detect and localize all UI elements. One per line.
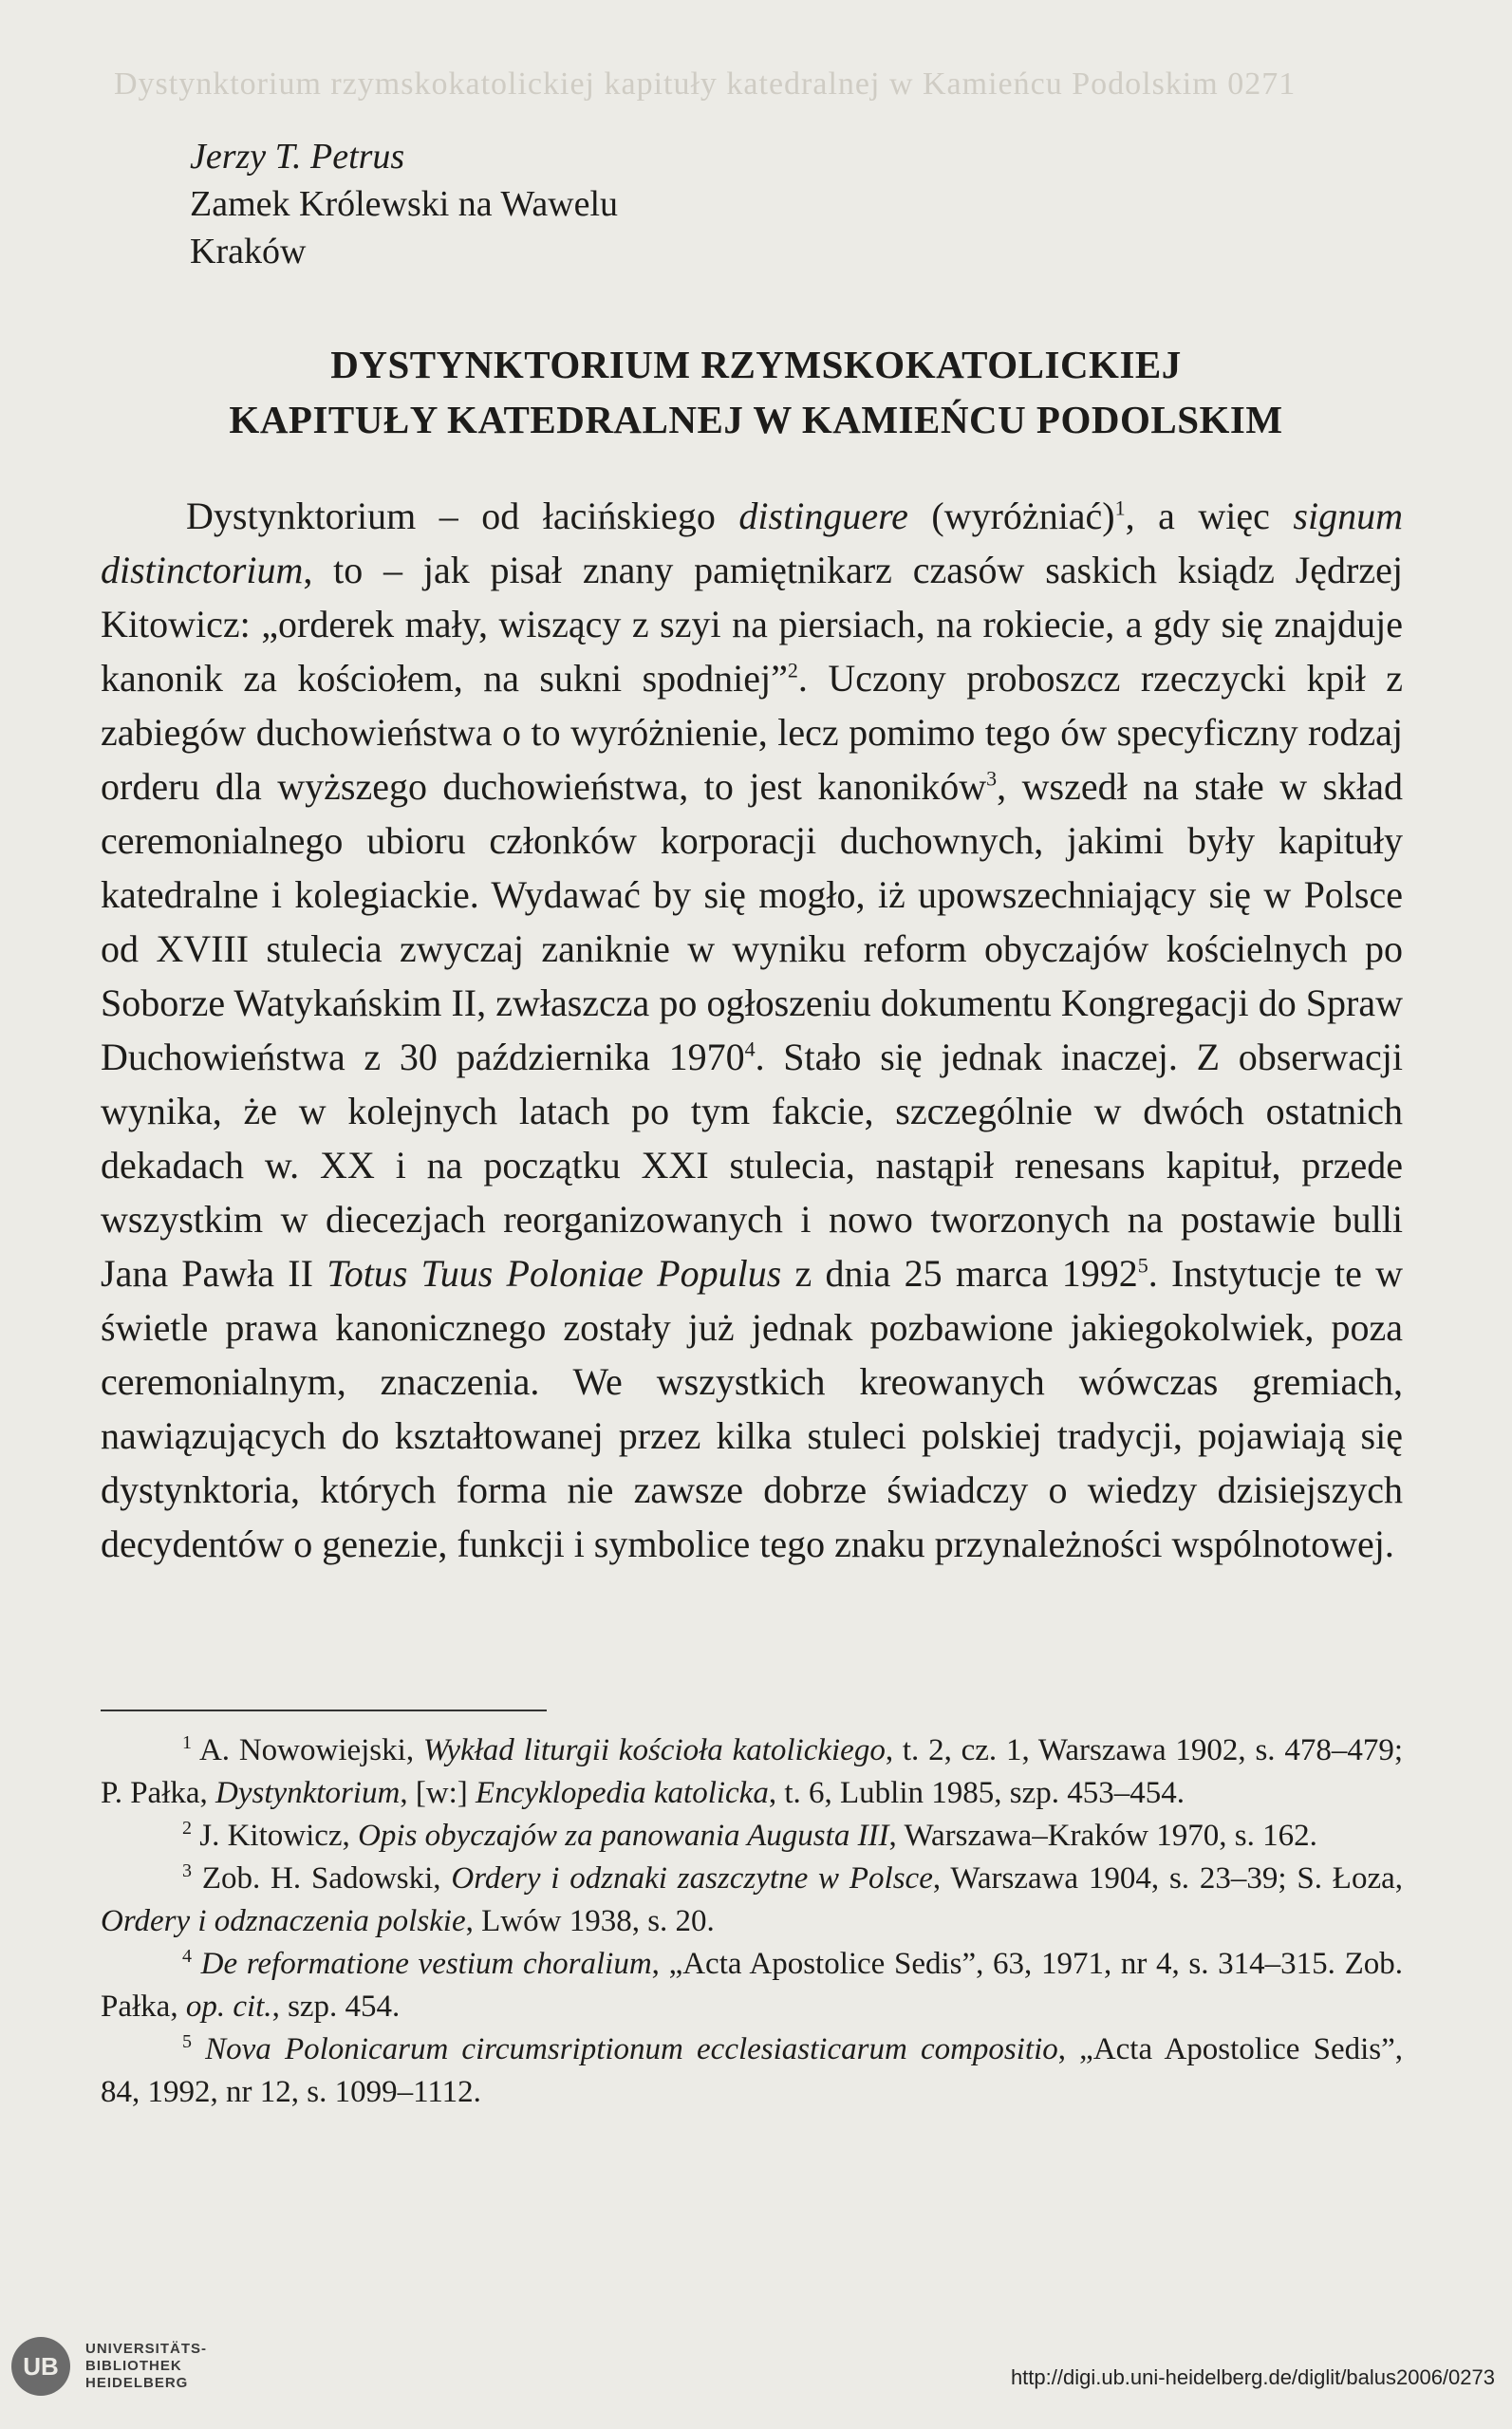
library-logo[interactable] [11,2337,207,2396]
footnote-number: 4 [182,1946,192,1967]
main-text [101,489,1403,1571]
footnote-divider [101,1710,547,1711]
book-title: Ordery i odznaczenia polskie [101,1904,466,1938]
footnote-3 [101,1858,1403,1943]
text-run: . Instytucje te w świetle prawa kanonicznego zostały już jednak pozbawione jakiegokolwiek, poza ceremonialnym, znaczenia. We wszystkich kreowanych wówczas gremiach, nawiązujących do kształtowanej przez kilka stuleci polskiej tradycji, pojawiają się dystynktoria, których forma nie zawsze dobrze świadczy o wiedzy dzisiejszych decydentów o genezie, funkcji i symbolice tego znaku przynależności wspólnotowej. [101,1252,1403,1565]
text-run: , t. 6, Lublin 1985, szp. 453–454. [768,1776,1185,1810]
book-title: De reformatione vestium choralium [192,1947,652,1981]
logo-line: UNIVERSITÄTS- [85,2341,208,2357]
text-run: A. Nowowiejski, [192,1733,423,1767]
text-run: (wyróżniać) [907,495,1115,537]
footnote-ref[interactable]: 1 [1114,495,1126,520]
author-affiliation: Zamek Królewski na Wawelu [190,184,619,224]
source-url-link[interactable]: http://digi.ub.uni-heidelberg.de/diglit/balus2006/0273 [1010,2365,1495,2389]
title-line-1: DYSTYNKTORIUM RZYMSKOKATOLICKIEJ [330,343,1182,386]
book-title: Dystynktorium [215,1776,401,1810]
footnote-4 [101,1943,1403,2028]
footnote-number: 5 [182,2031,192,2052]
footnote-1 [101,1729,1403,1815]
footnote-5 [101,2028,1403,2114]
text-run: , „Acta Apostolice Sedis”, 63, 1971, nr 4, s. 314–315. Zob. Pałka, [101,1947,1403,2024]
book-title: Ordery i odznaki zaszczytne w Polsce [451,1861,933,1896]
footnote-ref[interactable]: 2 [787,658,798,682]
footnote-number: 2 [182,1818,192,1839]
text-run: , „Acta Apostolice Sedis”, 84, 1992, nr 12, s. 1099–1112. [101,2032,1403,2109]
library-seal-icon: UB [11,2337,70,2396]
footnote-ref[interactable]: 5 [1137,1253,1148,1278]
text-run: , Warszawa–Kraków 1970, s. 162. [888,1819,1317,1853]
text-run: , szp. 454. [271,1990,401,2024]
bleed-through-header: Dystynktorium rzymskokatolickiej kapituły katedralnej w Kamieńcu Podolskim 0271 [114,66,1297,102]
footnote-number: 3 [182,1860,192,1881]
title-line-2: KAPITUŁY KATEDRALNEJ W KAMIEŃCU PODOLSKIM [229,398,1283,441]
text-run: , t. 2, cz. 1, Warszawa 1902, s. 478–479; P. Pałka, [101,1733,1404,1810]
footnote-ref[interactable]: 3 [986,766,998,791]
footnote-ref[interactable]: 4 [744,1037,756,1061]
text-run: Dystynktorium – od łacińskiego [186,495,739,537]
text-run: z dnia 25 marca 1992 [781,1252,1138,1295]
footnote-2 [101,1815,1403,1858]
text-run: , to – jak pisał znany pamiętnikarz czasów saskich ksiądz Jędrzej Kitowicz: „orderek mały, wiszący z szyi na piersiach, na rokiecie, a gdy się znajduje kanonik za kościołem, na sukni spodniej” [101,549,1403,700]
footnote-number: 1 [182,1732,192,1753]
text-run: , a więc [1125,495,1294,537]
library-logo-text [85,2341,207,2392]
author-city: Kraków [190,232,307,271]
logo-line: HEIDELBERG [85,2375,189,2391]
paragraph [101,489,1403,1571]
book-title: Opis obyczajów za panowania Augusta III [358,1819,889,1853]
book-title: Nova Polonicarum circumsriptionum ecclesiasticarum compositio [192,2032,1058,2066]
text-run: . Uczony proboszcz rzeczycki kpił z zabiegów duchowieństwa o to wyróżnienie, lecz pomimo tego ów specyficzny rodzaj orderu dla wyższego duchowieństwa, to jest kanoników [101,657,1403,808]
logo-line: BIBLIOTHEK [85,2358,182,2374]
book-title: Encyklopedia katolicka [476,1776,769,1810]
footnotes [101,1729,1403,2114]
text-run: , [w:] [400,1776,476,1810]
text-run: Zob. H. Sadowski, [192,1861,452,1896]
text-run: , Lwów 1938, s. 20. [465,1904,715,1938]
text-run: , wszedł na stałe w skład ceremonialnego ubioru członków korporacji duchownych, jakimi były kapituły katedralne i kolegiackie. Wydawać by się mogło, iż upowszechniający się w Polsce od XVIII stulecia zwyczaj zaniknie w wyniku reform obyczajów kościelnych po Soborze Watykańskim II, zwłaszcza po ogłoszeniu dokumentu Kongregacji do Spraw Duchowieństwa z 30 października 1970 [101,765,1403,1078]
article-title [95,337,1417,447]
author-block [190,133,618,275]
abbreviation: op. cit. [185,1990,272,2024]
text-run: J. Kitowicz, [192,1819,359,1853]
bull-title: Totus Tuus Poloniae Populus [327,1252,782,1295]
book-title: Wykład liturgii kościoła katolickiego [422,1733,886,1767]
latin-term: distinguere [738,495,908,537]
latin-term: signum distinctorium [101,495,1403,591]
author-name: Jerzy T. Petrus [190,137,405,177]
text-run: . Stało się jednak inaczej. Z obserwacji wynika, że w kolejnych latach po tym fakcie, szczególnie w dwóch ostatnich dekadach w. XX i na początku XXI stulecia, nastąpił renesans kapituł, przede wszystkim w diecezjach reorganizowanych i nowo tworzonych na postawie bulli Jana Pawła II [101,1036,1404,1295]
text-run: , Warszawa 1904, s. 23–39; S. Łoza, [932,1861,1403,1896]
